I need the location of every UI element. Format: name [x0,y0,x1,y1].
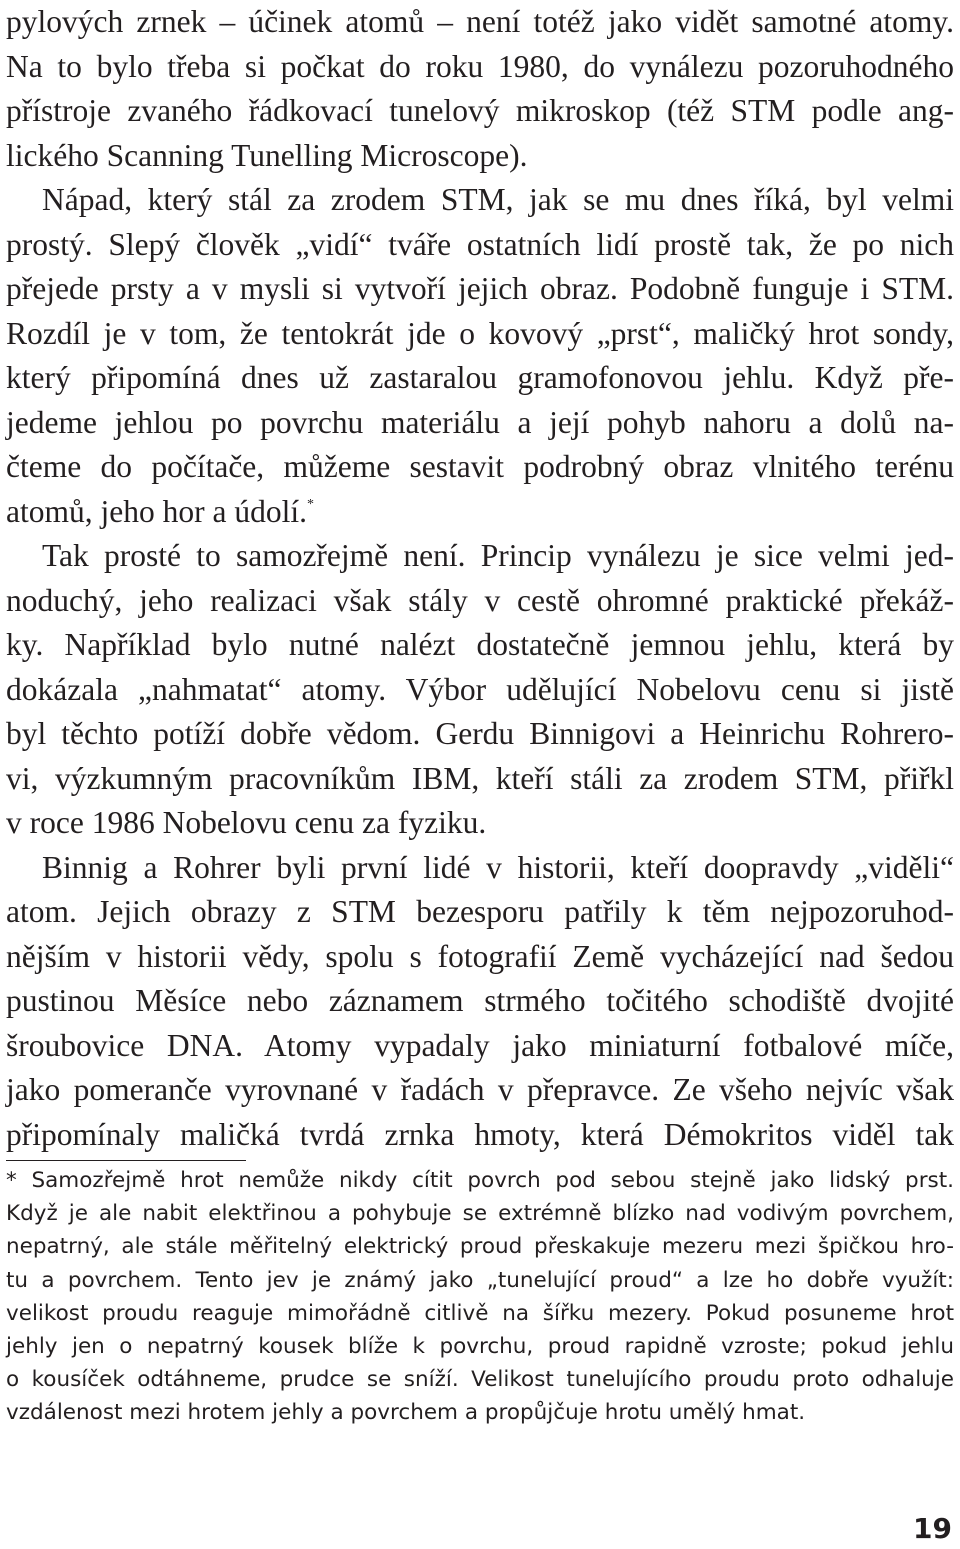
footnote-separator [6,1160,246,1161]
text-line: Tak prosté to samozřejmě není. Princip vynálezu je sice velmi jed- [42,538,954,573]
text-line: atom. Jejich obrazy z STM bezesporu patřily k těm nejpozoruhod- [6,894,954,929]
text-line: čteme do počítače, můžeme sestavit podrobný obraz vlnitého terénu [6,449,954,484]
text-line: nějším v historii vědy, spolu s fotografií Země vycházející nad šedou [6,938,954,974]
footnote-line: o kousíček odtáhneme, prudce se sníží. Velikost tunelujícího proudu proto odhaluje [6,1367,954,1393]
text-line: pylových zrnek – účinek atomů – není totéž jako vidět samotné atomy. [6,4,954,39]
text-line: Nápad, který stál za zrodem STM, jak se mu dnes říká, byl velmi [42,182,954,217]
text-line: přejede prsty a v mysli si vytvoří jejich obraz. Podobně funguje i STM. [6,271,954,306]
text-line: jako pomeranče vyrovnané v řadách v přepravce. Ze všeho nejvíc však [6,1072,954,1107]
text-line: v roce 1986 Nobelovu cenu za fyziku. [6,805,487,840]
text-line-content: atomů, jeho hor a údolí. [6,493,307,529]
text-line: dokázala „nahmatat“ atomy. Výbor udělující Nobelovu cenu si jistě [6,671,954,707]
text-line: lického Scanning Tunelling Microscope). [6,137,528,173]
footnote-line: jehly jen o nepatrný kousek blíže k povrchu, proud rapidně vzroste; pokud jehlu [6,1333,954,1359]
text-line: ky. Například bylo nutné nalézt dostatečně jemnou jehlu, která by [6,627,954,662]
text-line: Rozdíl je v tom, že tentokrát jde o kovový „prst“, maličký hrot sondy, [6,315,954,351]
text-line: prostý. Slepý člověk „vidí“ tváře ostatních lidí prostě tak, že po nich [6,226,954,262]
footnote-line: tu a povrchem. Tento jev je známý jako „tunelující proud“ a lze ho dobře využít: [6,1267,954,1293]
footnote [6,1164,954,1430]
text-line: připomínaly maličká tvrdá zrnka hmoty, která Démokritos viděl tak [6,1116,954,1152]
text-line: vi, výzkumným pracovníkům IBM, kteří stáli za zrodem STM, přiřkl [6,760,954,796]
text-line: byl těchto potíží dobře vědom. Gerdu Binnigovi a Heinrichu Rohrero- [6,716,954,751]
page-number: 19 [913,1512,952,1545]
text-line: Binnig a Rohrer byli první lidé v historii, kteří doopravdy „viděli“ [42,849,954,885]
text-line: Na to bylo třeba si počkat do roku 1980, do vynálezu pozoruhodného [6,48,954,84]
footnote-line: vzdálenost mezi hrotem jehly a povrchem a propůjčuje hrotu umělý hmat. [6,1400,806,1426]
text-line [6,490,954,535]
footnote-line: Když je ale nabit elektřinou a pohybuje se extrémně blízko nad vodivým povrchem, [6,1201,954,1227]
text-line: jedeme jehlou po povrchu materiálu a její pohyb nahoru a dolů na- [6,404,954,440]
footnote-line: velikost proudu reaguje mimořádně citlivě na šířku mezery. Pokud posuneme hrot [6,1300,954,1326]
main-text [6,0,954,1157]
footnote-line: * Samozřejmě hrot nemůže nikdy cítit povrch pod sebou stejně jako lidský prst. [6,1168,954,1193]
footnote-reference: * [306,496,314,512]
text-line: šroubovice DNA. Atomy vypadaly jako miniaturní fotbalové míče, [6,1027,954,1063]
footnote-line: nepatrný, ale stále měřitelný elektrický proud přeskakuje mezeru mezi špičkou hro- [6,1234,954,1260]
text-line: přístroje zvaného řádkovací tunelový mikroskop (též STM podle ang- [6,93,954,128]
text-line: pustinou Měsíce nebo záznamem strmého točitého schodiště dvojité [6,983,954,1018]
text-line: který připomíná dnes už zastaralou gramofonovou jehlu. Když pře- [6,360,954,395]
text-line: noduchý, jeho realizaci však stály v cestě ohromné praktické překáž- [6,582,954,618]
